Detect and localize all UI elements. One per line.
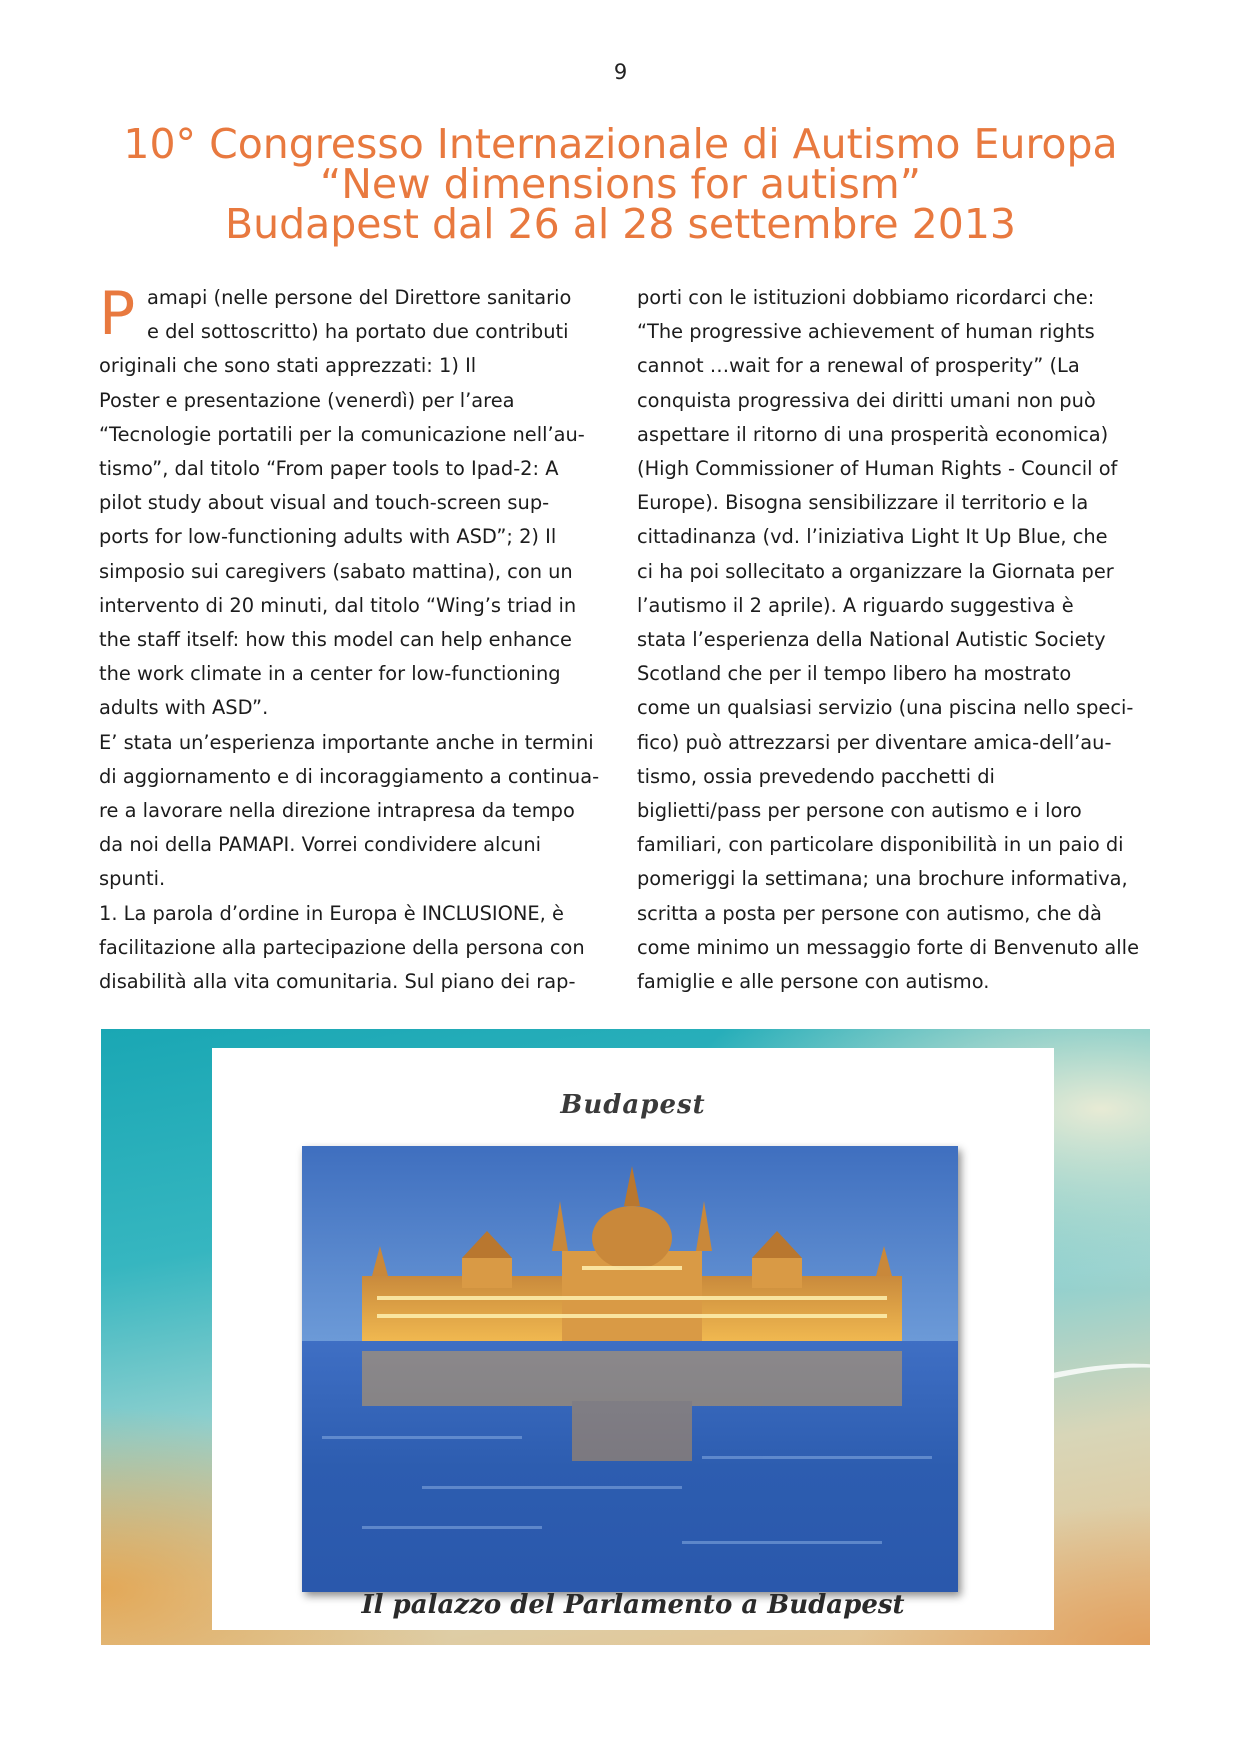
paragraph-line: da noi della PAMAPI. Vorrei condividere alcuni (99, 833, 541, 857)
paragraph-line: originali che sono stati apprezzati: 1) Il (99, 354, 477, 378)
postcard-title: Budapest (560, 1090, 706, 1120)
paragraph-line: Europe). Bisogna sensibilizzare il territorio e la (637, 491, 1089, 515)
parliament-photo (302, 1146, 958, 1592)
paragraph-line: l’autismo il 2 aprile). A riguardo suggestiva è (637, 593, 1074, 617)
title-line-3: Budapest dal 26 al 28 settembre 2013 (225, 200, 1016, 248)
paragraph-line: e del sottoscritto) ha portato due contributi (147, 320, 569, 344)
paragraph-line: adults with ASD”. (99, 696, 269, 720)
paragraph-line: Scotland che per il tempo libero ha mostrato (637, 662, 1072, 686)
drop-cap: P (99, 279, 136, 349)
paragraph-line: ports for low-functioning adults with ASD”; 2) Il (99, 525, 557, 549)
paragraph-line: E’ stata un’esperienza importante anche in termini (99, 730, 594, 754)
paragraph-line: ci ha poi sollecitato a organizzare la Giornata per (637, 559, 1114, 583)
paragraph-line: spunti. (99, 867, 166, 891)
paragraph-line: intervento di 20 minuti, dal titolo “Wing’s triad in (99, 593, 577, 617)
parliament-illustration (302, 1146, 958, 1592)
article-right-column (637, 281, 1167, 999)
paragraph-line: pilot study about visual and touch-screen sup- (99, 491, 550, 515)
paragraph-line: famiglie e alle persone con autismo. (637, 970, 990, 994)
paragraph-line: tismo”, dal titolo “From paper tools to Ipad-2: A (99, 457, 559, 481)
paragraph-line: re a lavorare nella direzione intrapresa da tempo (99, 799, 575, 823)
paragraph-line: stata l’esperienza della National Autistic Society (637, 628, 1106, 652)
paragraph-line: “Tecnologie portatili per la comunicazione nell’au- (99, 422, 585, 446)
paragraph-line: fico) può attrezzarsi per diventare amica-dell’au- (637, 730, 1112, 754)
paragraph-line: facilitazione alla partecipazione della persona con (99, 935, 585, 959)
paragraph-line: familiari, con particolare disponibilità in un paio di (637, 833, 1124, 857)
paragraph-line: cittadinanza (vd. l’iniziativa Light It Up Blue, che (637, 525, 1108, 549)
paragraph-line: come minimo un messaggio forte di Benvenuto alle (637, 935, 1139, 959)
paragraph-line: the work climate in a center for low-functioning (99, 662, 561, 686)
postcard (212, 1048, 1054, 1630)
paragraph-line: di aggiornamento e di incoraggiamento a continua- (99, 764, 600, 788)
postcard-backdrop (101, 1029, 1150, 1645)
paragraph-line: come un qualsiasi servizio (una piscina nello speci- (637, 696, 1134, 720)
paragraph-line: porti con le istituzioni dobbiamo ricordarci che: (637, 286, 1095, 309)
paragraph-line: aspettare il ritorno di una prosperità economica) (637, 422, 1109, 446)
paragraph-line: conquista progressiva dei diritti umani non può (637, 388, 1096, 412)
page-number: 9 (613, 60, 628, 84)
postcard-caption: Il palazzo del Parlamento a Budapest (361, 1590, 905, 1620)
paragraph-line: 1. La parola d’ordine in Europa è INCLUSIONE, è (99, 901, 564, 925)
paragraph-line: simposio sui caregivers (sabato mattina), con un (99, 559, 573, 583)
paragraph-line: tismo, ossia prevedendo pacchetti di (637, 764, 995, 788)
paragraph-line: disabilità alla vita comunitaria. Sul piano dei rap- (99, 970, 576, 994)
paragraph-line: Poster e presentazione (venerdì) per l’area (99, 388, 515, 412)
article-left-column (99, 281, 629, 999)
paragraph-line: biglietti/pass per persone con autismo e i loro (637, 799, 1082, 823)
article-title (80, 120, 1161, 248)
title-line-2: “New dimensions for autism” (319, 160, 921, 208)
paragraph-line: (High Commissioner of Human Rights - Council of (637, 457, 1118, 481)
paragraph-line: pomeriggi la settimana; una brochure informativa, (637, 867, 1128, 891)
paragraph-line: amapi (nelle persone del Direttore sanitario (147, 286, 572, 309)
paragraph-line: “The progressive achievement of human rights (637, 320, 1095, 344)
paragraph-line: cannot …wait for a renewal of prosperity” (La (637, 354, 1080, 378)
title-line-1: 10° Congresso Internazionale di Autismo Europa (123, 120, 1118, 168)
paragraph-line: scritta a posta per persone con autismo, che dà (637, 901, 1102, 925)
paragraph-line: the staff itself: how this model can help enhance (99, 628, 572, 652)
